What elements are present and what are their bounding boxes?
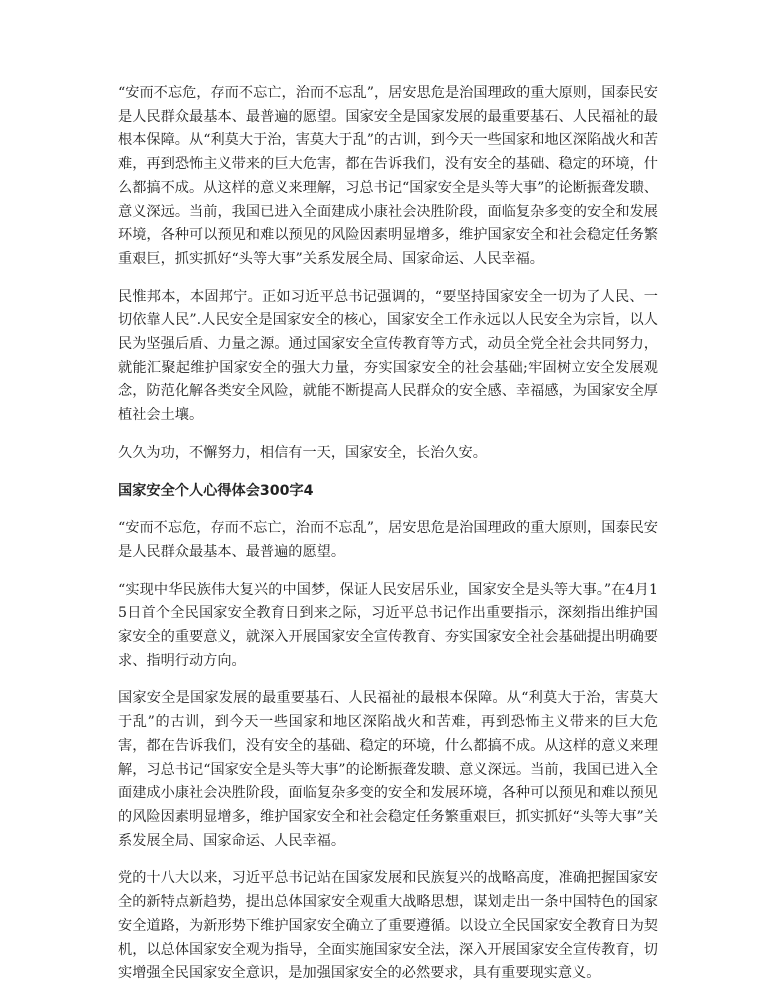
document-body <box>118 82 658 1000</box>
paragraph: 民惟邦本，本固邦宁。正如习近平总书记强调的，“要坚持国家安全一切为了人民、一切依靠人民”.人民安全是国家安全的核心，国家安全工作永远以人民安全为宗旨，以人民为坚强后盾、力量之源。通过国家安全宣传教育等方式，动员全党全社会共同努力，就能汇聚起维护国家安全的强大力量，夯实国家安全的社会基础;牢固树立安全发展观念，防范化解各类安全风险，就能不断提高人民群众的安全感、幸福感，为国家安全厚植社会土壤。 <box>118 288 658 424</box>
section-heading: 国家安全个人心得体会300字4 <box>118 482 314 499</box>
paragraph: “实现中华民族伟大复兴的中国梦，保证人民安居乐业，国家安全是头等大事。”在4月15日首个全民国家安全教育日到来之际，习近平总书记作出重要指示，深刻指出维护国家安全的重要意义，就深入开展国家安全宣传教育、夯实国家安全社会基础提出明确要求、指明行动方向。 <box>118 581 658 669</box>
paragraph: 久久为功，不懈努力，相信有一天，国家安全，长治久安。 <box>118 444 487 461</box>
paragraph: 党的十八大以来，习近平总书记站在国家发展和民族复兴的战略高度，准确把握国家安全的新特点新趋势，提出总体国家安全观重大战略思想，谋划走出一条中国特色的国家安全道路，为新形势下维护国家安全确立了重要遵循。以设立全民国家安全教育日为契机，以总体国家安全观为指导，全面实施国家安全法，深入开展国家安全宣传教育，切实增强全民国家安全意识，是加强国家安全的必然要求，具有重要现实意义。 <box>118 870 658 982</box>
paragraph: 国家安全是国家发展的最重要基石、人民福祉的最根本保障。从“利莫大于治，害莫大于乱”的古训，到今天一些国家和地区深陷战火和苦难，再到恐怖主义带来的巨大危害，都在告诉我们，没有安全的基础、稳定的环境，什么都搞不成。从这样的意义来理解，习总书记“国家安全是头等大事”的论断振聋发聩、意义深远。当前，我国已进入全面建成小康社会决胜阶段，面临复杂多变的安全和发展环境，各种可以预见和难以预见的风险因素明显增多，维护国家安全和社会稳定任务繁重艰巨，抓实抓好“头等大事”关系发展全局、国家命运、人民幸福。 <box>118 690 658 849</box>
paragraph: “安而不忘危，存而不忘亡，治而不忘乱”，居安思危是治国理政的重大原则，国泰民安是人民群众最基本、最普遍的愿望。 <box>118 520 658 560</box>
paragraph: “安而不忘危，存而不忘亡，治而不忘乱”，居安思危是治国理政的重大原则，国泰民安是人民群众最基本、最普遍的愿望。国家安全是国家发展的最重要基石、人民福祉的最根本保障。从“利莫大于治，害莫大于乱”的古训，到今天一些国家和地区深陷战火和苦难，再到恐怖主义带来的巨大危害，都在告诉我们，没有安全的基础、稳定的环境，什么都搞不成。从这样的意义来理解，习总书记“国家安全是头等大事”的论断振聋发聩、意义深远。当前，我国已进入全面建成小康社会决胜阶段，面临复杂多变的安全和发展环境，各种可以预见和难以预见的风险因素明显增多，维护国家安全和社会稳定任务繁重艰巨，抓实抓好“头等大事”关系发展全局、国家命运、人民幸福。 <box>118 85 658 267</box>
